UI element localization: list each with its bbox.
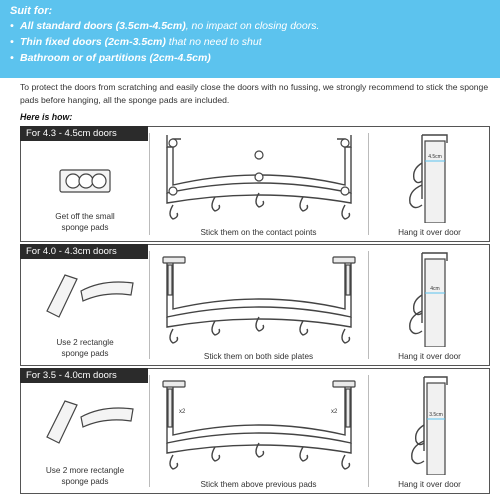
small-sponge-pads-icon <box>59 169 111 193</box>
rectangle-sponge-pads-icon <box>43 397 139 447</box>
hang-over-door-icon <box>389 375 459 475</box>
left-caption <box>21 211 149 233</box>
banner-item-bold: Bathroom or of partitions (2cm-4.5cm) <box>20 52 211 64</box>
hang-over-door-icon <box>389 133 459 223</box>
left-caption <box>21 465 149 487</box>
door-measure: 3.5cm <box>429 412 443 418</box>
divider <box>149 251 150 359</box>
divider <box>149 375 150 487</box>
howto-heading: Here is how: <box>20 112 73 122</box>
banner-item-standard: • All standard doors (3.5cm-4.5cm), no impact on closing doors. <box>10 20 320 32</box>
caption-line: Get off the small <box>55 212 115 221</box>
mid-caption: Stick them on both side plates <box>203 352 314 361</box>
pad-count-right: x2 <box>331 409 338 415</box>
hook-rack-contact-points-icon <box>159 133 359 225</box>
hang-over-door-icon <box>389 251 459 347</box>
section-tag: For 4.3 - 4.5cm doors <box>20 126 148 141</box>
intro-text: To protect the doors from scratching and easily close the doors with no fussing, we strongly recommend to stick the sponge pads before hanging, all the sponge pads are included. <box>20 82 489 105</box>
left-caption <box>21 337 149 359</box>
section-4-0-to-4-3 <box>20 244 490 366</box>
banner-item-rest: , no impact on closing doors. <box>185 20 320 32</box>
divider <box>368 375 369 487</box>
caption-line: Use 2 more rectangle <box>45 466 125 475</box>
right-caption: Hang it over door <box>398 480 461 489</box>
section-tag: For 4.0 - 4.3cm doors <box>20 244 148 259</box>
divider <box>149 133 150 235</box>
rectangle-sponge-pads-icon <box>43 271 139 321</box>
banner-item-bold: All standard doors (3.5cm-4.5cm) <box>20 20 186 32</box>
mid-caption: Stick them above previous pads <box>200 480 317 489</box>
divider <box>368 133 369 235</box>
banner-item-bathroom: • Bathroom or of partitions (2cm-4.5cm) <box>10 52 211 64</box>
hook-rack-side-plates-icon <box>159 255 359 351</box>
caption-line: sponge pads <box>61 477 109 486</box>
pad-count-left: x2 <box>179 409 186 415</box>
section-tag: For 3.5 - 4.0cm doors <box>20 368 148 383</box>
banner-item-thin: • Thin fixed doors (2cm-3.5cm) that no need to shut <box>10 36 262 48</box>
right-caption: Hang it over door <box>398 352 461 361</box>
section-4-3-to-4-5 <box>20 126 490 242</box>
caption-line: sponge pads <box>61 349 109 358</box>
hook-rack-above-pads-icon <box>159 379 359 479</box>
banner-item-rest: that no need to shut <box>165 36 262 48</box>
door-measure: 4.5cm <box>428 154 442 160</box>
banner-item-bold: Thin fixed doors (2cm-3.5cm) <box>20 36 166 48</box>
caption-line: sponge pads <box>61 223 109 232</box>
door-measure: 4cm <box>430 286 440 292</box>
banner-title: Suit for: <box>10 5 53 17</box>
caption-line: Use 2 rectangle <box>56 338 114 347</box>
section-3-5-to-4-0 <box>20 368 490 494</box>
divider <box>368 251 369 359</box>
suit-for-banner <box>0 0 500 78</box>
mid-caption: Stick them on the contact points <box>200 228 317 237</box>
right-caption: Hang it over door <box>398 228 461 237</box>
